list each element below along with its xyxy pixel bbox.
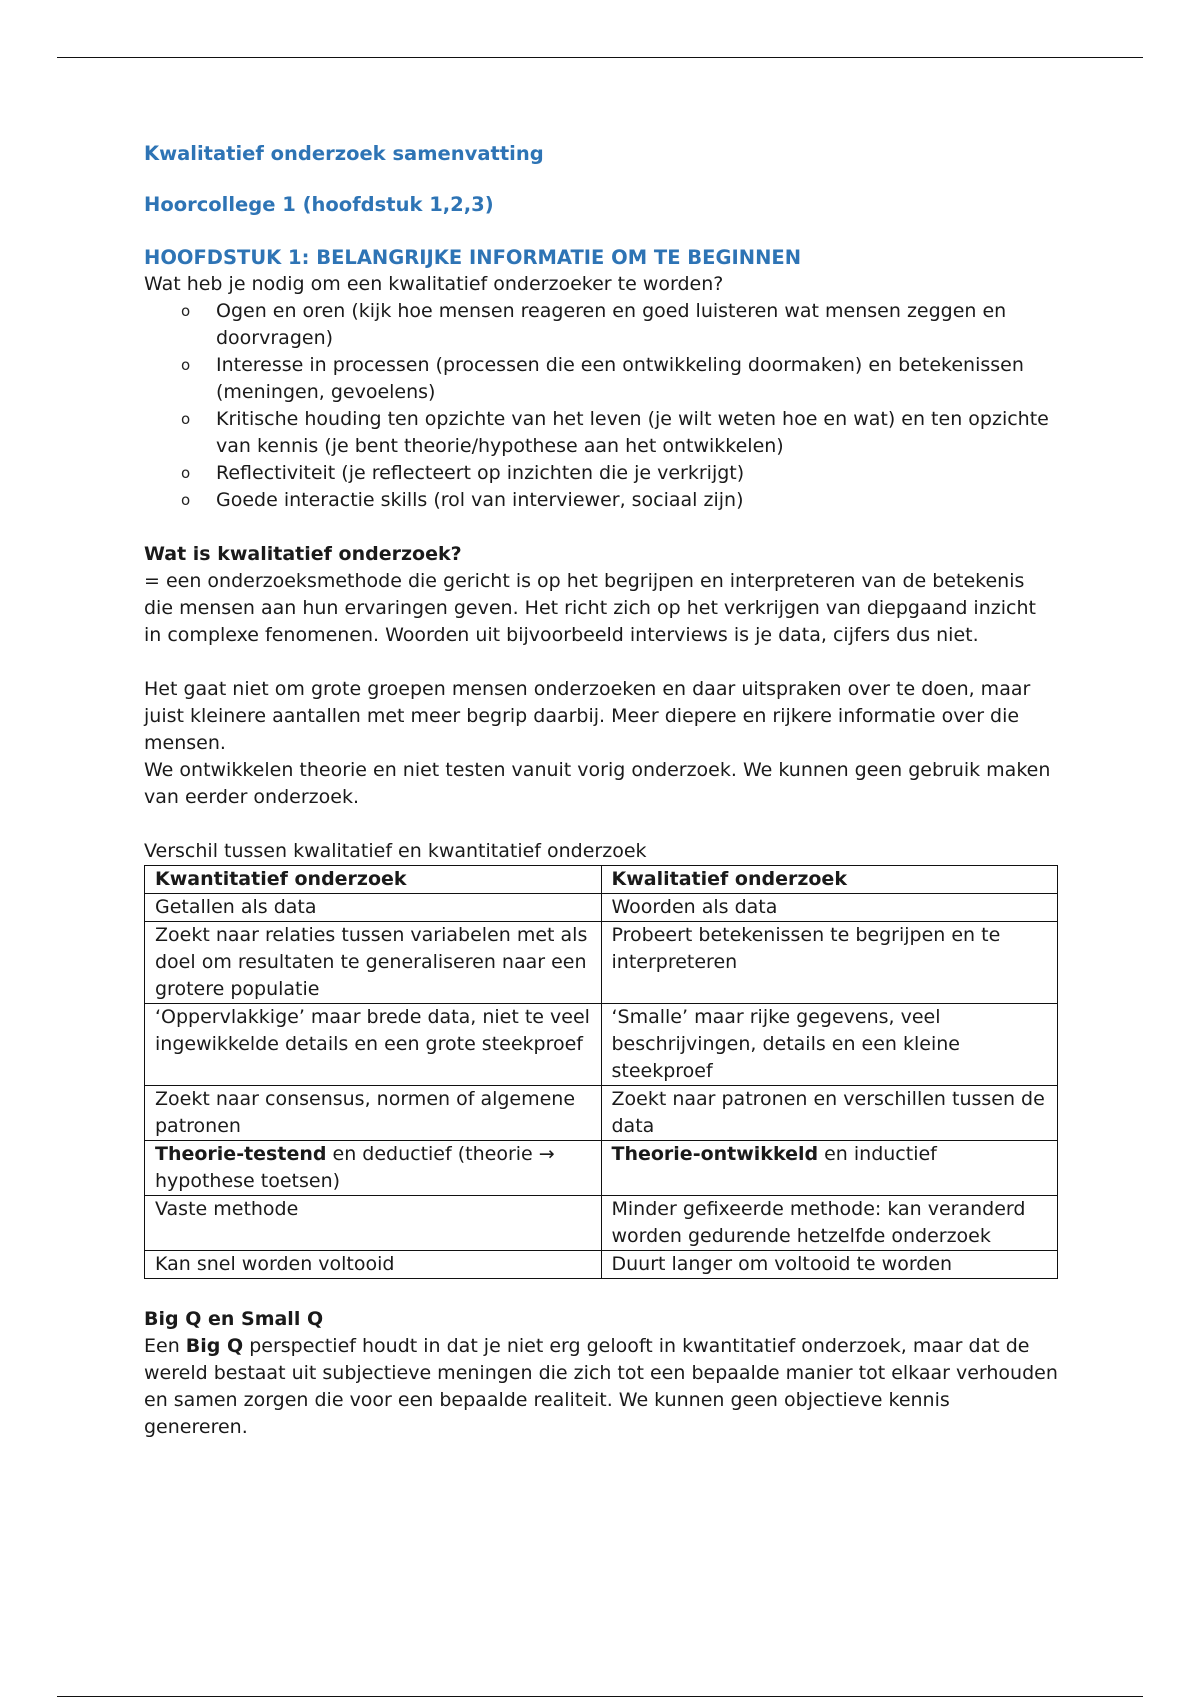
bullet-o-icon: o: [181, 464, 191, 482]
table-cell: Kan snel worden voltooid: [145, 1251, 602, 1279]
table-row: [145, 894, 1058, 922]
table-cell: Getallen als data: [145, 894, 602, 922]
document-title: Kwalitatief onderzoek samenvatting: [144, 142, 544, 165]
bigq-heading: Big Q en Small Q: [144, 1308, 324, 1330]
table-row: [145, 1086, 1058, 1141]
list-item: o Interesse in processen (processen die een ontwikkeling doormaken) en betekenissen (meningen, gevoelens): [181, 354, 1024, 403]
chapter-question: Wat heb je nodig om een kwalitatief onderzoeker te worden?: [144, 273, 724, 295]
header-rule: [57, 57, 1143, 58]
table-row: [145, 1251, 1058, 1279]
table-row: [145, 1196, 1058, 1251]
theory-paragraph: We ontwikkelen theorie en niet testen vanuit vorig onderzoek. We kunnen geen gebruik maken van eerder onderzoek.: [144, 759, 1051, 808]
list-item: o Goede interactie skills (rol van interviewer, sociaal zijn): [216, 487, 1058, 514]
table-caption: Verschil tussen kwalitatief en kwantitatief onderzoek: [144, 840, 647, 862]
lecture-heading: Hoorcollege 1 (hoofdstuk 1,2,3): [144, 193, 494, 216]
table-row: [145, 1004, 1058, 1086]
chapter-heading: HOOFDSTUK 1: BELANGRIJKE INFORMATIE OM TE BEGINNEN: [144, 246, 802, 269]
table-cell: Theorie-testend en deductief (theorie → hypothese toetsen): [145, 1141, 602, 1196]
table-cell: ‘Smalle’ maar rijke gegevens, veel beschrijvingen, details en een kleine steekproef: [601, 1004, 1058, 1086]
bullet-o-icon: o: [181, 356, 191, 374]
table-cell: Probeert betekenissen te begrijpen en te interpreteren: [601, 922, 1058, 1004]
bullet-o-icon: o: [181, 491, 191, 509]
list-item: o Kritische houding ten opzichte van het leven (je wilt weten hoe en wat) en ten opzichte van kennis (je bent theorie/hypothese aan het ontwikkelen): [181, 408, 1049, 457]
table-cell: Woorden als data: [601, 894, 1058, 922]
table-cell: Zoekt naar relaties tussen variabelen met als doel om resultaten te generaliseren naar een grotere populatie: [145, 922, 602, 1004]
footer-rule: [57, 1696, 1143, 1697]
table-cell: ‘Oppervlakkige’ maar brede data, niet te veel ingewikkelde details en een grote steekproef: [145, 1004, 602, 1086]
table-cell: Vaste methode: [145, 1196, 602, 1251]
what-is-heading: Wat is kwalitatief onderzoek?: [144, 543, 462, 565]
list-item: o Ogen en oren (kijk hoe mensen reageren en goed luisteren wat mensen zeggen en doorvragen): [181, 300, 1007, 349]
list-item: o Reflectiviteit (je reflecteert op inzichten die je verkrijgt): [216, 460, 1058, 487]
bigq-paragraph: Een Big Q perspectief houdt in dat je niet erg gelooft in kwantitatief onderzoek, maar dat de wereld bestaat uit subjectieve meningen die zich tot een bepaalde manier tot elkaar verhouden en samen zorgen die voor een bepaalde realiteit. We kunnen geen objectieve kennis genereren.: [144, 1335, 1058, 1438]
table-row: [145, 1141, 1058, 1196]
groups-paragraph: Het gaat niet om grote groepen mensen onderzoeken en daar uitspraken over te doen, maar juist kleinere aantallen met meer begrip daarbij. Meer diepere en rijkere informatie over die mensen.: [144, 678, 1031, 754]
requirements-list: [144, 298, 1058, 514]
table-cell: Zoekt naar consensus, normen of algemene patronen: [145, 1086, 602, 1141]
header-qualitative: Kwalitatief onderzoek: [601, 866, 1058, 894]
bullet-o-icon: o: [181, 410, 191, 428]
table-row: [145, 922, 1058, 1004]
table-cell: Zoekt naar patronen en verschillen tussen de data: [601, 1086, 1058, 1141]
table-cell: Theorie-ontwikkeld en inductief: [601, 1141, 1058, 1196]
table-cell: Minder gefixeerde methode: kan veranderd worden gedurende hetzelfde onderzoek: [601, 1196, 1058, 1251]
table-cell: Duurt langer om voltooid te worden: [601, 1251, 1058, 1279]
table-header-row: [145, 866, 1058, 894]
header-quantitative: Kwantitatief onderzoek: [145, 866, 602, 894]
document-page: [144, 140, 1058, 1441]
definition-paragraph: = een onderzoeksmethode die gericht is op het begrijpen en interpreteren van de betekenis die mensen aan hun ervaringen geven. Het richt zich op het verkrijgen van diepgaand inzicht in complexe fenomenen. Woorden uit bijvoorbeeld interviews is je data, cijfers dus niet.: [144, 570, 1036, 646]
bullet-o-icon: o: [181, 302, 191, 320]
comparison-table: [144, 865, 1058, 1279]
